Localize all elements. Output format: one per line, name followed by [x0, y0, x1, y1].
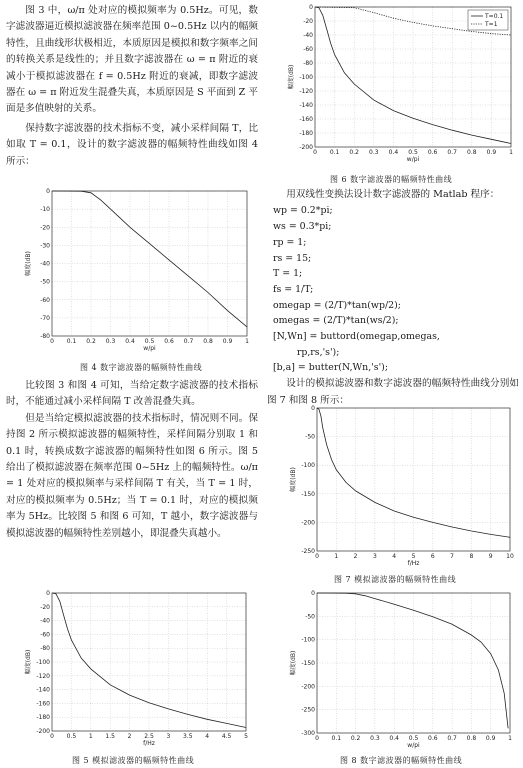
y-tick-label: -250 — [301, 706, 315, 714]
y-tick-label: -50 — [305, 433, 315, 441]
y-tick-label: -60 — [303, 46, 313, 53]
y-tick-label: -160 — [299, 116, 313, 123]
x-tick-label: 0.8 — [203, 338, 213, 345]
x-tick-label: 1 — [334, 553, 339, 560]
y-tick-label: -200 — [299, 144, 313, 151]
x-tick-label: 1 — [245, 338, 249, 345]
x-tick-label: 0.1 — [329, 149, 340, 156]
x-tick-label: 1 — [508, 735, 512, 742]
x-axis-label: f/Hz — [407, 560, 420, 567]
plot-frame — [317, 408, 510, 551]
code-line: rp = 1; — [273, 236, 307, 248]
x-tick-label: 0.1 — [66, 338, 77, 345]
x-tick-label: 0.5 — [66, 733, 77, 740]
figure-5-caption: 图 5 模拟滤波器的幅频特性曲线 — [72, 756, 195, 765]
legend-label: T=0.1 — [485, 13, 504, 20]
x-axis-label: w/pi — [143, 345, 156, 352]
y-tick-label: -160 — [36, 700, 50, 708]
x-axis-label: f/Hz — [143, 740, 155, 747]
y-tick-label: 0 — [311, 405, 315, 412]
series-line — [317, 593, 508, 728]
x-tick-label: 5 — [411, 553, 416, 560]
x-tick-label: 0.9 — [485, 735, 496, 742]
figure-8 — [284, 590, 516, 750]
x-tick-label: 0.5 — [408, 149, 418, 156]
paragraph-after-code: 设计的模拟滤波器和数字滤波器的幅频特性曲线分别如图 7 和图 8 所示： — [267, 378, 519, 406]
x-tick-label: 0.4 — [388, 149, 399, 156]
y-tick-label: -80 — [303, 60, 313, 67]
left-column-top — [6, 3, 258, 170]
x-axis-label: w/pi — [406, 156, 420, 163]
figure-4-caption: 图 4 数字滤波器的幅频特性曲线 — [80, 363, 203, 372]
x-tick-label: 2 — [353, 553, 358, 560]
x-tick-label: 0.4 — [389, 735, 399, 742]
x-tick-label: 10 — [506, 553, 514, 560]
y-tick-label: -70 — [40, 314, 50, 322]
x-tick-label: 0.2 — [349, 149, 359, 156]
y-tick-label: -200 — [301, 519, 315, 527]
y-tick-label: -120 — [299, 88, 313, 95]
y-tick-label: -60 — [40, 631, 50, 639]
y-tick-label: -60 — [40, 296, 50, 304]
x-tick-label: 0.3 — [369, 149, 379, 156]
y-tick-label: -40 — [303, 32, 313, 39]
y-tick-label: -80 — [40, 333, 50, 340]
x-tick-label: 4.5 — [221, 733, 232, 740]
code-line: [N,Wn] = buttord(omegap,omegas, — [273, 331, 440, 343]
matlab-code-block — [267, 203, 519, 376]
y-tick-label: -100 — [301, 462, 315, 470]
y-tick-label: -100 — [36, 659, 50, 666]
y-tick-label: -100 — [301, 636, 315, 644]
x-tick-label: 9 — [488, 553, 493, 560]
code-line: T = 1; — [273, 268, 303, 280]
y-tick-label: -250 — [301, 548, 315, 555]
x-axis-label: w/pi — [407, 742, 420, 749]
y-tick-label: -300 — [301, 730, 315, 737]
y-axis-label: 幅度(dB) — [288, 64, 295, 90]
x-tick-label: 2.5 — [144, 733, 154, 740]
x-tick-label: 0.3 — [105, 338, 116, 345]
paragraph-3: 比较图 3 和图 4 可知，当给定数字滤波器的技术指标时，不能通过减小采样间隔 T 改善混叠失真。 — [6, 380, 258, 408]
x-tick-label: 0 — [315, 553, 319, 560]
x-tick-label: 0.7 — [183, 338, 194, 345]
y-tick-label: -200 — [301, 683, 315, 691]
x-tick-label: 0.4 — [125, 338, 135, 345]
x-tick-label: 0.1 — [331, 735, 342, 742]
x-tick-label: 3 — [166, 733, 171, 740]
x-tick-label: 0 — [50, 733, 54, 740]
x-tick-label: 8 — [469, 553, 474, 560]
x-tick-label: 0.9 — [486, 149, 497, 156]
figure-6 — [282, 4, 518, 164]
y-tick-label: -50 — [40, 278, 50, 286]
paragraph-1: 图 3 中，ω/π 处对应的模拟频率为 0.5Hz。可见，数字滤波器逼近模拟滤波器在频率范围 0~0.5Hz 以内的幅频特性，且曲线形状极相近，本质原因是模拟和数字频率之间的转换关系是线性的；并且数字滤波器在 ω = π 附近的衰减小于模拟滤波器在 f = 0.5Hz 附近的衰减，即数字滤波器在 ω = π 附近发生混叠失真，本质原因是 S 平面到 Z 平面是多值映射的关系。 — [6, 5, 258, 115]
code-line: ws = 0.3*pi; — [273, 221, 332, 233]
x-tick-label: 0.5 — [144, 338, 155, 345]
code-line: [b,a] = butter(N,Wn,'s'); — [273, 362, 388, 374]
x-tick-label: 0.2 — [350, 735, 361, 742]
x-tick-label: 4 — [205, 733, 210, 740]
y-tick-label: 0 — [309, 4, 313, 11]
y-tick-label: -20 — [303, 18, 313, 25]
y-tick-label: -120 — [36, 672, 50, 680]
code-line: rs = 15; — [273, 252, 312, 264]
y-tick-label: -200 — [36, 728, 50, 735]
x-tick-label: 0.8 — [466, 735, 477, 742]
y-tick-label: 0 — [46, 188, 50, 195]
matlab-intro: 用双线性变换法设计数字滤波器的 Matlab 程序： — [286, 189, 500, 200]
x-tick-label: 2 — [127, 733, 132, 740]
code-line: fs = 1/T; — [273, 283, 314, 295]
x-tick-label: 0 — [50, 338, 54, 345]
y-tick-label: -150 — [301, 490, 315, 498]
x-tick-label: 7 — [450, 553, 455, 560]
y-tick-label: 0 — [311, 590, 315, 597]
y-tick-label: -180 — [299, 130, 313, 137]
figure-7-plot — [284, 405, 516, 568]
y-tick-label: -50 — [305, 613, 315, 621]
x-tick-label: 0.6 — [164, 338, 174, 345]
code-line: rp,rs,'s'); — [273, 346, 340, 358]
y-tick-label: -80 — [40, 645, 50, 653]
x-tick-label: 5 — [244, 733, 248, 740]
x-tick-label: 0.9 — [222, 338, 233, 345]
x-tick-label: 0.8 — [467, 149, 477, 156]
x-tick-label: 0.3 — [370, 735, 380, 742]
figure-7 — [284, 405, 516, 568]
x-tick-label: 0.7 — [447, 735, 457, 742]
x-tick-label: 0.5 — [408, 735, 419, 742]
code-line: omegas = (2/T)*tan(ws/2); — [273, 315, 399, 327]
figure-5-plot — [22, 590, 252, 750]
y-tick-label: -150 — [301, 660, 315, 667]
x-tick-label: 0 — [313, 149, 317, 156]
left-column-bottom — [6, 378, 258, 542]
paragraph-4: 但是当给定模拟滤波器的技术指标时，情况则不同。保持图 2 所示模拟滤波器的幅频特性，采样间隔分别取 1 和 0.1 时，转换成数字滤波器的幅频特性如图 6 所示。图 5 给出了模拟滤波器在频率范围 0~5Hz 上的幅频特性。ω/π = 1 处对应的模拟频率与采样间隔 T 有关，当 T = 1 时，对应的模拟频率为 0.5Hz；当 T = 0.1 时，对应的模拟频率为 5Hz。比较图 5 和图 6 可知，T 越小，数字滤波器与模拟滤波器的幅频特性差别越小，即混叠失真越小。 — [6, 412, 258, 539]
y-tick-label: 0 — [46, 590, 50, 597]
y-tick-label: -40 — [40, 617, 50, 625]
series-line — [317, 408, 510, 537]
y-axis-label: 幅度(dB) — [25, 649, 32, 675]
code-line: omegap = (2/T)*tan(wp/2); — [273, 299, 401, 311]
figure-6-caption: 图 6 数字滤波器的幅频特性曲线 — [330, 175, 453, 184]
x-tick-label: 0 — [315, 735, 319, 742]
x-tick-label: 0.6 — [428, 735, 438, 742]
y-axis-label: 幅度(dB) — [290, 467, 297, 492]
x-tick-label: 6 — [430, 553, 435, 560]
y-axis-label: 幅度(dB) — [290, 650, 297, 676]
right-column-text — [267, 187, 519, 409]
figure-5 — [22, 590, 252, 750]
x-tick-label: 0.6 — [427, 149, 438, 156]
x-tick-label: 3.5 — [183, 733, 193, 740]
x-tick-label: 1 — [509, 149, 513, 156]
y-tick-label: -140 — [36, 686, 50, 694]
figure-8-plot — [284, 590, 516, 750]
legend-label: T=1 — [485, 21, 498, 28]
y-tick-label: -140 — [299, 102, 313, 109]
code-line: wp = 0.2*pi; — [273, 205, 333, 217]
figure-6-plot — [282, 4, 518, 164]
x-tick-label: 1 — [88, 733, 93, 740]
y-tick-label: -180 — [36, 714, 50, 722]
figure-4-plot — [22, 188, 252, 356]
x-tick-label: 1.5 — [105, 733, 115, 740]
x-tick-label: 0.2 — [86, 338, 96, 345]
x-tick-label: 3 — [372, 553, 377, 560]
figure-4 — [22, 188, 252, 356]
x-tick-label: 0.7 — [447, 149, 457, 156]
y-tick-label: -30 — [40, 242, 50, 250]
y-tick-label: -40 — [40, 260, 50, 268]
figure-8-caption: 图 8 数字滤波器的幅频特性曲线 — [340, 756, 463, 765]
y-tick-label: -100 — [299, 74, 313, 81]
y-tick-label: -20 — [40, 603, 50, 611]
y-axis-label: 幅度(dB) — [25, 251, 32, 276]
figure-7-caption: 图 7 模拟滤波器的幅频特性曲线 — [334, 575, 457, 584]
y-tick-label: -10 — [40, 206, 50, 214]
x-tick-label: 4 — [392, 553, 397, 560]
paragraph-2: 保持数字滤波器的技术指标不变，减小采样间隔 T，比如取 T = 0.1，设计的数字滤波器的幅频特性曲线如图 4 所示： — [6, 122, 258, 167]
y-tick-label: -20 — [40, 224, 50, 232]
